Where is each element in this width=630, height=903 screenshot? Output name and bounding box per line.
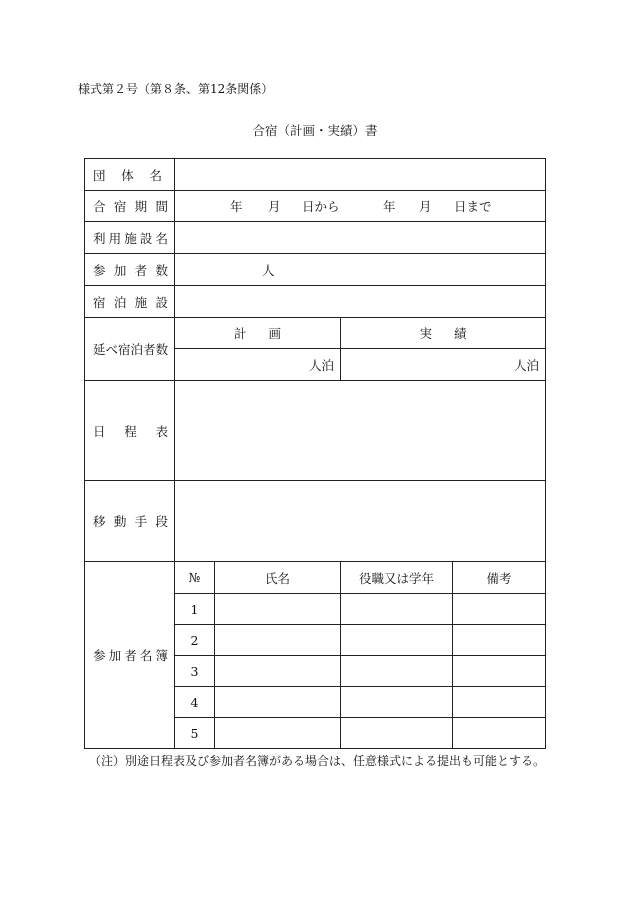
roster-position-field[interactable]: [341, 718, 453, 749]
form-title: 合宿（計画・実績）書: [252, 123, 378, 138]
period-year-start: 年: [230, 199, 243, 214]
facility-field[interactable]: [175, 222, 546, 254]
period-month-start: 月: [268, 199, 281, 214]
roster-remarks-field[interactable]: [453, 625, 546, 656]
roster-name-header: 氏名: [215, 562, 341, 594]
transport-field[interactable]: [175, 481, 546, 562]
facility-label: 利 用 施 設 名: [85, 222, 175, 254]
participants-field[interactable]: [175, 254, 546, 286]
roster-row-number: 1: [175, 594, 215, 625]
roster-header-row: [85, 562, 546, 594]
period-day-to: 日まで: [454, 199, 492, 214]
transport-row: [85, 481, 546, 562]
lodging-label: 宿 泊 施 設: [85, 286, 175, 318]
plan-nights-field[interactable]: [175, 349, 341, 381]
roster-remarks-header: 備考: [453, 562, 546, 594]
lodging-row: [85, 286, 546, 318]
group-name-row: [85, 159, 546, 191]
roster-position-field[interactable]: [341, 625, 453, 656]
camp-form-table: [84, 158, 546, 749]
group-name-label: 団 体 名: [85, 159, 175, 191]
camp-period-field[interactable]: [175, 191, 546, 222]
participants-unit: 人: [262, 262, 275, 278]
plan-header: 計 画: [175, 318, 341, 349]
plan-nights-unit: 人泊: [308, 357, 334, 373]
roster-row-number: 3: [175, 656, 215, 687]
camp-period-label: 合 宿 期 間: [85, 191, 175, 222]
roster-row-number: 2: [175, 625, 215, 656]
total-nights-label: 延 べ 宿 泊 者 数: [85, 318, 175, 381]
lodging-field[interactable]: [175, 286, 546, 318]
form-number: 様式第２号（第８条、第12条関係）: [78, 82, 274, 96]
roster-row-number: 5: [175, 718, 215, 749]
roster-name-field[interactable]: [215, 625, 341, 656]
roster-remarks-field[interactable]: [453, 687, 546, 718]
transport-label: 移 動 手 段: [85, 481, 175, 562]
actual-nights-field[interactable]: [341, 349, 546, 381]
facility-row: [85, 222, 546, 254]
roster-position-header: 役職又は学年: [341, 562, 453, 594]
roster-remarks-field[interactable]: [453, 656, 546, 687]
footnote: （注）別途日程表及び参加者名簿がある場合は、任意様式による提出も可能とする。: [89, 754, 546, 768]
schedule-row: [85, 381, 546, 481]
roster-no-header: №: [175, 562, 215, 594]
roster-remarks-field[interactable]: [453, 718, 546, 749]
period-year-end: 年: [383, 199, 396, 214]
schedule-field[interactable]: [175, 381, 546, 481]
roster-name-field[interactable]: [215, 718, 341, 749]
schedule-label: 日 程 表: [85, 381, 175, 481]
period-day-from: 日から: [302, 199, 340, 214]
roster-position-field[interactable]: [341, 687, 453, 718]
actual-header: 実 績: [341, 318, 546, 349]
roster-position-field[interactable]: [341, 594, 453, 625]
roster-name-field[interactable]: [215, 594, 341, 625]
camp-period-row: [85, 191, 546, 222]
period-month-end: 月: [419, 199, 432, 214]
roster-name-field[interactable]: [215, 656, 341, 687]
nights-header-row: [85, 318, 546, 349]
roster-remarks-field[interactable]: [453, 594, 546, 625]
roster-name-field[interactable]: [215, 687, 341, 718]
roster-row-number: 4: [175, 687, 215, 718]
actual-nights-unit: 人泊: [513, 357, 539, 373]
group-name-field[interactable]: [175, 159, 546, 191]
participants-label: 参 加 者 数: [85, 254, 175, 286]
roster-position-field[interactable]: [341, 656, 453, 687]
participants-row: [85, 254, 546, 286]
roster-label: 参 加 者 名 簿: [85, 562, 175, 749]
